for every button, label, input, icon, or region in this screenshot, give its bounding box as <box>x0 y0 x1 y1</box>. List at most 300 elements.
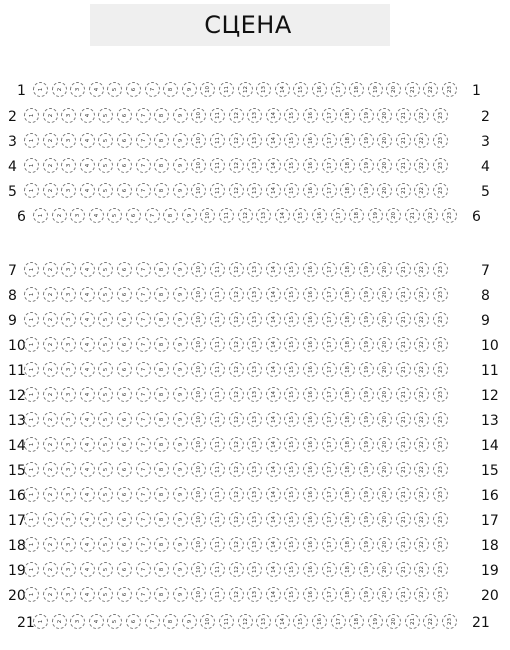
seat[interactable]: 3 <box>61 587 76 602</box>
seat[interactable]: 21 <box>396 487 411 502</box>
seat[interactable]: 2 <box>43 158 58 173</box>
seat[interactable]: 5 <box>98 108 113 123</box>
seat[interactable]: 20 <box>377 487 392 502</box>
seat[interactable]: 4 <box>80 462 95 477</box>
seat[interactable]: 17 <box>322 387 337 402</box>
seat[interactable]: 15 <box>293 208 308 223</box>
seat[interactable]: 22 <box>423 614 438 629</box>
seat[interactable]: 19 <box>368 208 383 223</box>
seat[interactable]: 1 <box>24 133 39 148</box>
seat[interactable]: 21 <box>405 82 420 97</box>
seat[interactable]: 22 <box>414 362 429 377</box>
seat[interactable]: 21 <box>396 158 411 173</box>
seat[interactable]: 12 <box>229 108 244 123</box>
seat[interactable]: 3 <box>61 287 76 302</box>
seat[interactable]: 17 <box>322 183 337 198</box>
seat[interactable]: 13 <box>247 262 262 277</box>
seat[interactable]: 1 <box>24 312 39 327</box>
seat[interactable]: 14 <box>266 287 281 302</box>
seat[interactable]: 18 <box>340 108 355 123</box>
seat[interactable]: 2 <box>43 562 58 577</box>
seat[interactable]: 11 <box>210 562 225 577</box>
seat[interactable]: 10 <box>191 437 206 452</box>
seat[interactable]: 4 <box>80 312 95 327</box>
seat[interactable]: 8 <box>154 262 169 277</box>
seat[interactable]: 16 <box>303 487 318 502</box>
seat[interactable]: 8 <box>154 387 169 402</box>
seat[interactable]: 15 <box>284 487 299 502</box>
seat[interactable]: 2 <box>43 262 58 277</box>
seat[interactable]: 4 <box>80 133 95 148</box>
seat[interactable]: 13 <box>247 512 262 527</box>
seat[interactable]: 10 <box>200 614 215 629</box>
seat[interactable]: 3 <box>61 362 76 377</box>
seat[interactable]: 3 <box>61 562 76 577</box>
seat[interactable]: 14 <box>266 587 281 602</box>
seat[interactable]: 9 <box>173 387 188 402</box>
seat[interactable]: 1 <box>33 208 48 223</box>
seat[interactable]: 18 <box>340 512 355 527</box>
seat[interactable]: 21 <box>405 208 420 223</box>
seat[interactable]: 18 <box>340 183 355 198</box>
seat[interactable]: 8 <box>154 412 169 427</box>
seat[interactable]: 1 <box>33 82 48 97</box>
seat[interactable]: 11 <box>210 487 225 502</box>
seat[interactable]: 6 <box>126 614 141 629</box>
seat[interactable]: 13 <box>247 312 262 327</box>
seat[interactable]: 6 <box>117 312 132 327</box>
seat[interactable]: 8 <box>163 208 178 223</box>
seat[interactable]: 15 <box>284 537 299 552</box>
seat[interactable]: 22 <box>414 262 429 277</box>
seat[interactable]: 14 <box>266 183 281 198</box>
seat[interactable]: 16 <box>303 337 318 352</box>
seat[interactable]: 15 <box>284 562 299 577</box>
seat[interactable]: 20 <box>377 587 392 602</box>
seat[interactable]: 13 <box>247 387 262 402</box>
seat[interactable]: 14 <box>266 108 281 123</box>
seat[interactable]: 15 <box>284 437 299 452</box>
seat[interactable]: 11 <box>210 437 225 452</box>
seat[interactable]: 5 <box>98 133 113 148</box>
seat[interactable]: 2 <box>52 614 67 629</box>
seat[interactable]: 6 <box>117 362 132 377</box>
seat[interactable]: 20 <box>377 362 392 377</box>
seat[interactable]: 4 <box>80 362 95 377</box>
seat[interactable]: 1 <box>24 387 39 402</box>
seat[interactable]: 12 <box>229 462 244 477</box>
seat[interactable]: 19 <box>359 362 374 377</box>
seat[interactable]: 11 <box>210 362 225 377</box>
seat[interactable]: 14 <box>266 462 281 477</box>
seat[interactable]: 5 <box>98 362 113 377</box>
seat[interactable]: 6 <box>117 337 132 352</box>
seat[interactable]: 14 <box>266 158 281 173</box>
seat[interactable]: 14 <box>266 337 281 352</box>
seat[interactable]: 11 <box>210 587 225 602</box>
seat[interactable]: 1 <box>24 158 39 173</box>
seat[interactable]: 22 <box>414 337 429 352</box>
seat[interactable]: 14 <box>266 262 281 277</box>
seat[interactable]: 6 <box>117 387 132 402</box>
seat[interactable]: 12 <box>229 487 244 502</box>
seat[interactable]: 1 <box>24 437 39 452</box>
seat[interactable]: 16 <box>312 208 327 223</box>
seat[interactable]: 17 <box>322 133 337 148</box>
seat[interactable]: 6 <box>117 587 132 602</box>
seat[interactable]: 21 <box>396 312 411 327</box>
seat[interactable]: 18 <box>349 614 364 629</box>
seat[interactable]: 18 <box>340 287 355 302</box>
seat[interactable]: 9 <box>173 183 188 198</box>
seat[interactable]: 10 <box>191 108 206 123</box>
seat[interactable]: 1 <box>24 108 39 123</box>
seat[interactable]: 21 <box>396 183 411 198</box>
seat[interactable]: 19 <box>359 158 374 173</box>
seat[interactable]: 19 <box>359 387 374 402</box>
seat[interactable]: 10 <box>191 412 206 427</box>
seat[interactable]: 9 <box>173 512 188 527</box>
seat[interactable]: 18 <box>340 262 355 277</box>
seat[interactable]: 12 <box>229 312 244 327</box>
seat[interactable]: 19 <box>359 108 374 123</box>
seat[interactable]: 18 <box>349 208 364 223</box>
seat[interactable]: 21 <box>396 337 411 352</box>
seat[interactable]: 15 <box>293 82 308 97</box>
seat[interactable]: 5 <box>98 487 113 502</box>
seat[interactable]: 23 <box>433 133 448 148</box>
seat[interactable]: 13 <box>247 287 262 302</box>
seat[interactable]: 14 <box>266 487 281 502</box>
seat[interactable]: 11 <box>210 262 225 277</box>
seat[interactable]: 5 <box>107 208 122 223</box>
seat[interactable]: 17 <box>322 337 337 352</box>
seat[interactable]: 22 <box>414 108 429 123</box>
seat[interactable]: 14 <box>266 562 281 577</box>
seat[interactable]: 14 <box>275 614 290 629</box>
seat[interactable]: 23 <box>442 82 457 97</box>
seat[interactable]: 7 <box>136 537 151 552</box>
seat[interactable]: 20 <box>386 82 401 97</box>
seat[interactable]: 19 <box>359 133 374 148</box>
seat[interactable]: 9 <box>173 462 188 477</box>
seat[interactable]: 17 <box>322 412 337 427</box>
seat[interactable]: 4 <box>89 82 104 97</box>
seat[interactable]: 6 <box>117 412 132 427</box>
seat[interactable]: 15 <box>284 108 299 123</box>
seat[interactable]: 9 <box>173 587 188 602</box>
seat[interactable]: 14 <box>266 133 281 148</box>
seat[interactable]: 6 <box>117 537 132 552</box>
seat[interactable]: 16 <box>303 183 318 198</box>
seat[interactable]: 5 <box>98 462 113 477</box>
seat[interactable]: 16 <box>312 82 327 97</box>
seat[interactable]: 16 <box>303 412 318 427</box>
seat[interactable]: 4 <box>80 587 95 602</box>
seat[interactable]: 1 <box>24 262 39 277</box>
seat[interactable]: 16 <box>303 462 318 477</box>
seat[interactable]: 4 <box>80 537 95 552</box>
seat[interactable]: 15 <box>284 312 299 327</box>
seat[interactable]: 19 <box>359 183 374 198</box>
seat[interactable]: 12 <box>229 512 244 527</box>
seat[interactable]: 6 <box>117 262 132 277</box>
seat[interactable]: 22 <box>414 287 429 302</box>
seat[interactable]: 17 <box>331 82 346 97</box>
seat[interactable]: 4 <box>89 208 104 223</box>
seat[interactable]: 21 <box>396 362 411 377</box>
seat[interactable]: 6 <box>117 512 132 527</box>
seat[interactable]: 1 <box>24 562 39 577</box>
seat[interactable]: 4 <box>80 337 95 352</box>
seat[interactable]: 23 <box>433 287 448 302</box>
seat[interactable]: 6 <box>117 108 132 123</box>
seat[interactable]: 3 <box>61 387 76 402</box>
seat[interactable]: 14 <box>266 362 281 377</box>
seat[interactable]: 4 <box>80 437 95 452</box>
seat[interactable]: 23 <box>433 337 448 352</box>
seat[interactable]: 2 <box>43 108 58 123</box>
seat[interactable]: 21 <box>396 133 411 148</box>
seat[interactable]: 10 <box>191 133 206 148</box>
seat[interactable]: 11 <box>210 412 225 427</box>
seat[interactable]: 17 <box>322 562 337 577</box>
seat[interactable]: 7 <box>136 133 151 148</box>
seat[interactable]: 15 <box>284 412 299 427</box>
seat[interactable]: 12 <box>229 587 244 602</box>
seat[interactable]: 11 <box>210 158 225 173</box>
seat[interactable]: 22 <box>423 82 438 97</box>
seat[interactable]: 18 <box>340 487 355 502</box>
seat[interactable]: 22 <box>414 437 429 452</box>
seat[interactable]: 23 <box>433 312 448 327</box>
seat[interactable]: 19 <box>359 487 374 502</box>
seat[interactable]: 23 <box>433 462 448 477</box>
seat[interactable]: 1 <box>24 487 39 502</box>
seat[interactable]: 2 <box>52 208 67 223</box>
seat[interactable]: 9 <box>173 262 188 277</box>
seat[interactable]: 12 <box>229 362 244 377</box>
seat[interactable]: 2 <box>43 412 58 427</box>
seat[interactable]: 3 <box>61 512 76 527</box>
seat[interactable]: 12 <box>229 437 244 452</box>
seat[interactable]: 15 <box>284 587 299 602</box>
seat[interactable]: 16 <box>303 312 318 327</box>
seat[interactable]: 4 <box>80 262 95 277</box>
seat[interactable]: 2 <box>43 312 58 327</box>
seat[interactable]: 10 <box>191 262 206 277</box>
seat[interactable]: 22 <box>414 312 429 327</box>
seat[interactable]: 7 <box>136 562 151 577</box>
seat[interactable]: 13 <box>247 158 262 173</box>
seat[interactable]: 6 <box>117 287 132 302</box>
seat[interactable]: 20 <box>377 262 392 277</box>
seat[interactable]: 14 <box>275 208 290 223</box>
seat[interactable]: 3 <box>61 337 76 352</box>
seat[interactable]: 22 <box>414 462 429 477</box>
seat[interactable]: 11 <box>210 337 225 352</box>
seat[interactable]: 11 <box>210 312 225 327</box>
seat[interactable]: 17 <box>322 512 337 527</box>
seat[interactable]: 7 <box>145 82 160 97</box>
seat[interactable]: 6 <box>126 208 141 223</box>
seat[interactable]: 12 <box>229 537 244 552</box>
seat[interactable]: 10 <box>191 158 206 173</box>
seat[interactable]: 15 <box>293 614 308 629</box>
seat[interactable]: 21 <box>396 537 411 552</box>
seat[interactable]: 19 <box>359 312 374 327</box>
seat[interactable]: 12 <box>229 412 244 427</box>
seat[interactable]: 21 <box>396 262 411 277</box>
seat[interactable]: 7 <box>136 437 151 452</box>
seat[interactable]: 4 <box>80 487 95 502</box>
seat[interactable]: 13 <box>247 562 262 577</box>
seat[interactable]: 13 <box>247 337 262 352</box>
seat[interactable]: 1 <box>24 587 39 602</box>
seat[interactable]: 4 <box>80 158 95 173</box>
seat[interactable]: 23 <box>433 183 448 198</box>
seat[interactable]: 11 <box>210 387 225 402</box>
seat[interactable]: 17 <box>322 362 337 377</box>
seat[interactable]: 12 <box>229 287 244 302</box>
seat[interactable]: 13 <box>247 362 262 377</box>
seat[interactable]: 22 <box>414 487 429 502</box>
seat[interactable]: 16 <box>303 108 318 123</box>
seat[interactable]: 4 <box>89 614 104 629</box>
seat[interactable]: 7 <box>136 487 151 502</box>
seat[interactable]: 16 <box>303 158 318 173</box>
seat[interactable]: 19 <box>359 262 374 277</box>
seat[interactable]: 20 <box>377 312 392 327</box>
seat[interactable]: 12 <box>229 387 244 402</box>
seat[interactable]: 3 <box>70 82 85 97</box>
seat[interactable]: 10 <box>191 362 206 377</box>
seat[interactable]: 6 <box>117 487 132 502</box>
seat[interactable]: 6 <box>117 462 132 477</box>
seat[interactable]: 6 <box>117 562 132 577</box>
seat[interactable]: 20 <box>377 108 392 123</box>
seat[interactable]: 16 <box>303 437 318 452</box>
seat[interactable]: 21 <box>405 614 420 629</box>
seat[interactable]: 12 <box>229 133 244 148</box>
seat[interactable]: 20 <box>377 437 392 452</box>
seat[interactable]: 19 <box>359 437 374 452</box>
seat[interactable]: 11 <box>219 614 234 629</box>
seat[interactable]: 20 <box>377 287 392 302</box>
seat[interactable]: 7 <box>136 158 151 173</box>
seat[interactable]: 7 <box>136 412 151 427</box>
seat[interactable]: 15 <box>284 337 299 352</box>
seat[interactable]: 8 <box>154 537 169 552</box>
seat[interactable]: 11 <box>219 82 234 97</box>
seat[interactable]: 20 <box>377 462 392 477</box>
seat[interactable]: 11 <box>210 537 225 552</box>
seat[interactable]: 7 <box>136 108 151 123</box>
seat[interactable]: 23 <box>433 412 448 427</box>
seat[interactable]: 13 <box>256 614 271 629</box>
seat[interactable]: 15 <box>284 462 299 477</box>
seat[interactable]: 7 <box>145 614 160 629</box>
seat[interactable]: 3 <box>61 158 76 173</box>
seat[interactable]: 1 <box>24 362 39 377</box>
seat[interactable]: 5 <box>98 387 113 402</box>
seat[interactable]: 9 <box>173 337 188 352</box>
seat[interactable]: 4 <box>80 512 95 527</box>
seat[interactable]: 7 <box>136 337 151 352</box>
seat[interactable]: 10 <box>191 337 206 352</box>
seat[interactable]: 13 <box>247 133 262 148</box>
seat[interactable]: 7 <box>136 387 151 402</box>
seat[interactable]: 19 <box>359 587 374 602</box>
seat[interactable]: 20 <box>377 183 392 198</box>
seat[interactable]: 3 <box>61 537 76 552</box>
seat[interactable]: 19 <box>368 82 383 97</box>
seat[interactable]: 1 <box>24 337 39 352</box>
seat[interactable]: 20 <box>377 158 392 173</box>
seat[interactable]: 19 <box>359 537 374 552</box>
seat[interactable]: 18 <box>340 158 355 173</box>
seat[interactable]: 3 <box>61 462 76 477</box>
seat[interactable]: 5 <box>98 437 113 452</box>
seat[interactable]: 5 <box>98 158 113 173</box>
seat[interactable]: 17 <box>322 262 337 277</box>
seat[interactable]: 9 <box>173 487 188 502</box>
seat[interactable]: 21 <box>396 437 411 452</box>
seat[interactable]: 6 <box>117 133 132 148</box>
seat[interactable]: 5 <box>98 337 113 352</box>
seat[interactable]: 20 <box>386 614 401 629</box>
seat[interactable]: 10 <box>200 82 215 97</box>
seat[interactable]: 16 <box>303 133 318 148</box>
seat[interactable]: 18 <box>340 462 355 477</box>
seat[interactable]: 8 <box>154 362 169 377</box>
seat[interactable]: 8 <box>154 337 169 352</box>
seat[interactable]: 2 <box>43 387 58 402</box>
seat[interactable]: 10 <box>191 487 206 502</box>
seat[interactable]: 2 <box>43 362 58 377</box>
seat[interactable]: 12 <box>238 82 253 97</box>
seat[interactable]: 5 <box>98 262 113 277</box>
seat[interactable]: 3 <box>61 487 76 502</box>
seat[interactable]: 19 <box>359 462 374 477</box>
seat[interactable]: 20 <box>377 562 392 577</box>
seat[interactable]: 12 <box>238 208 253 223</box>
seat[interactable]: 13 <box>247 537 262 552</box>
seat[interactable]: 10 <box>191 287 206 302</box>
seat[interactable]: 22 <box>414 133 429 148</box>
seat[interactable]: 7 <box>136 312 151 327</box>
seat[interactable]: 21 <box>396 512 411 527</box>
seat[interactable]: 18 <box>340 437 355 452</box>
seat[interactable]: 2 <box>52 82 67 97</box>
seat[interactable]: 10 <box>191 387 206 402</box>
seat[interactable]: 2 <box>43 133 58 148</box>
seat[interactable]: 18 <box>349 82 364 97</box>
seat[interactable]: 17 <box>331 614 346 629</box>
seat[interactable]: 15 <box>284 362 299 377</box>
seat[interactable]: 5 <box>98 587 113 602</box>
seat[interactable]: 5 <box>98 412 113 427</box>
seat[interactable]: 3 <box>70 614 85 629</box>
seat[interactable]: 16 <box>303 537 318 552</box>
seat[interactable]: 23 <box>433 262 448 277</box>
seat[interactable]: 12 <box>229 262 244 277</box>
seat[interactable]: 13 <box>256 82 271 97</box>
seat[interactable]: 18 <box>340 587 355 602</box>
seat[interactable]: 8 <box>154 312 169 327</box>
seat[interactable]: 2 <box>43 462 58 477</box>
seat[interactable]: 19 <box>359 412 374 427</box>
